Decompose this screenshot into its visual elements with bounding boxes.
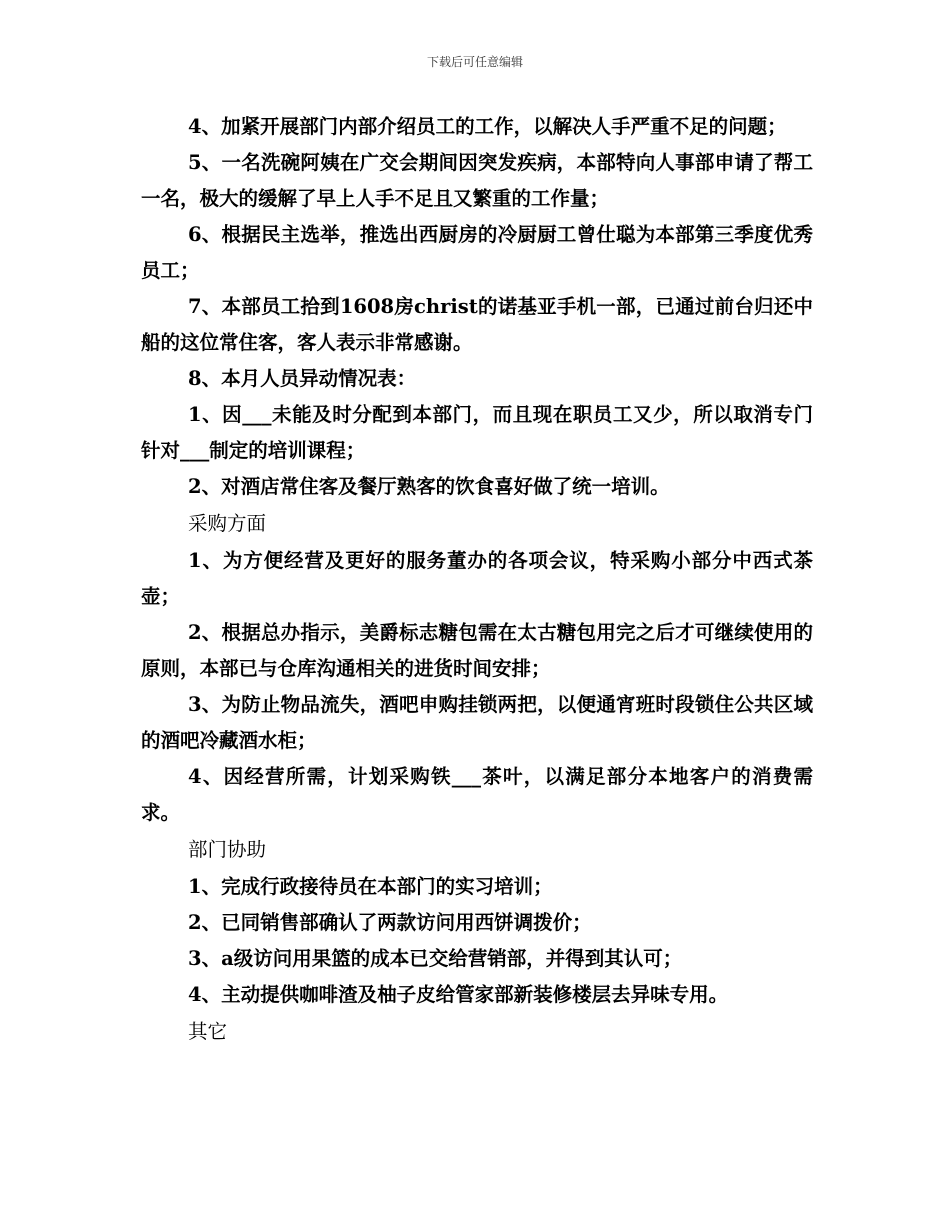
section-heading-cooperation: 部门协助 [188, 838, 267, 861]
paragraph-staff-referral: 4、加紧开展部门内部介绍员工的工作，以解决人手严重不足的问题； [188, 115, 787, 138]
paragraph-helper-hire: 5、一名洗碗阿姨在广交会期间因突发疾病，本部特向人事部申请了帮工一名，极大的缓解了早上人手不足且又繁重的工作量； [141, 151, 813, 210]
paragraph-sugar-packets: 2、根据总办指示，美爵标志糖包需在太古糖包用完之后才可继续使用的原则，本部已与仓库沟通相关的进货时间安排； [141, 621, 813, 680]
paragraph-best-employee: 6、根据民主选举，推选出西厨房的冷厨厨工曾仕聪为本部第三季度优秀员工； [141, 223, 813, 282]
section-heading-purchasing: 采购方面 [188, 512, 267, 535]
paragraph-pastry-price: 2、已同销售部确认了两款访问用西饼调拨价； [188, 911, 592, 934]
paragraph-staff-changes: 8、本月人员异动情况表： [188, 367, 417, 390]
paragraph-guest-training: 2、对酒店常住客及餐厅熟客的饮食喜好做了统一培训。 [188, 475, 670, 498]
paragraph-lost-phone: 7、本部员工拾到1608房christ的诺基亚手机一部，已通过前台归还中船的这位常住客，客人表示非常感谢。 [141, 295, 813, 354]
document-body [141, 109, 813, 1051]
page-header-note: 下载后可任意编辑 [426, 55, 523, 69]
paragraph-padlocks: 3、为防止物品流失，酒吧申购挂锁两把，以便通宵班时段锁住公共区域的酒吧冷藏酒水柜； [141, 693, 813, 752]
paragraph-training-cancel: 1、因___未能及时分配到本部门，而且现在职员工又少，所以取消专门针对___制定的培训课程； [141, 403, 813, 462]
paragraph-deodorize: 4、主动提供咖啡渣及柚子皮给管家部新装修楼层去异味专用。 [188, 983, 729, 1006]
paragraph-fruit-basket: 3、a级访问用果篮的成本已交给营销部，并得到其认可； [188, 947, 683, 970]
paragraph-teapots: 1、为方便经营及更好的服务董办的各项会议，特采购小部分中西式茶壶； [141, 549, 813, 608]
paragraph-tea-leaves: 4、因经营所需，计划采购铁___茶叶，以满足部分本地客户的消费需求。 [141, 765, 813, 824]
paragraph-internship: 1、完成行政接待员在本部门的实习培训； [188, 875, 553, 898]
section-heading-other: 其它 [188, 1020, 228, 1043]
